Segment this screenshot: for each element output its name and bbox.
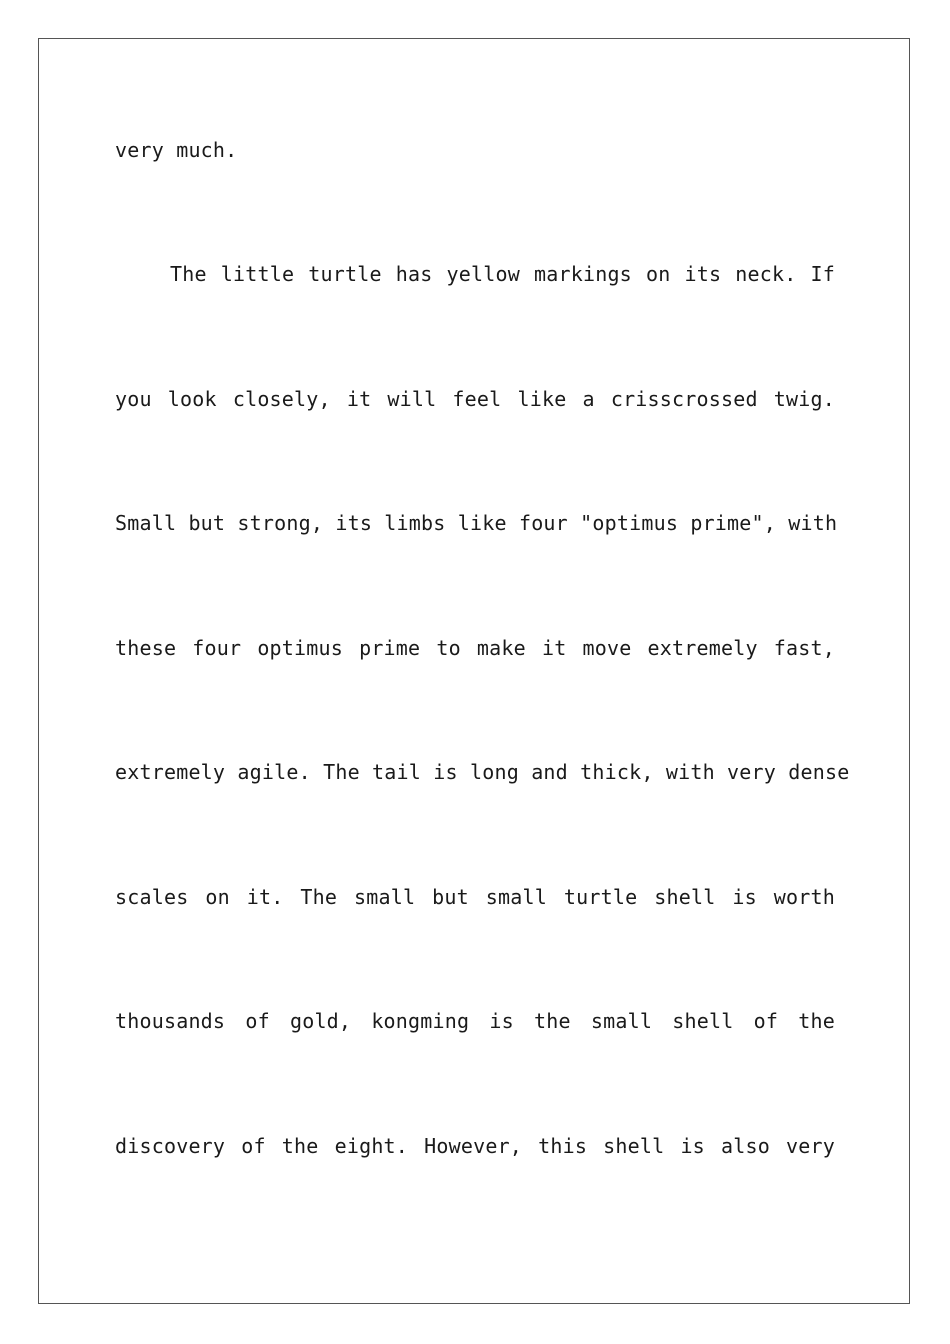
text-line: thousands of gold, kongming is the small shell of the [115, 1009, 835, 1033]
text-line: very much. [115, 138, 238, 162]
text-line: The little turtle has yellow markings on its neck. If [170, 262, 835, 286]
text-line: you look closely, it will feel like a crisscrossed twig. [115, 387, 835, 411]
text-line: scales on it. The small but small turtle shell is worth [115, 885, 835, 909]
text-line: discovery of the eight. However, this shell is also very [115, 1134, 835, 1158]
text-line: these four optimus prime to make it move extremely fast, [115, 636, 835, 660]
page-border [38, 38, 910, 1304]
text-line: Small but strong, its limbs like four "optimus prime", with [115, 511, 838, 535]
text-line: extremely agile. The tail is long and thick, with very dense [115, 760, 850, 784]
